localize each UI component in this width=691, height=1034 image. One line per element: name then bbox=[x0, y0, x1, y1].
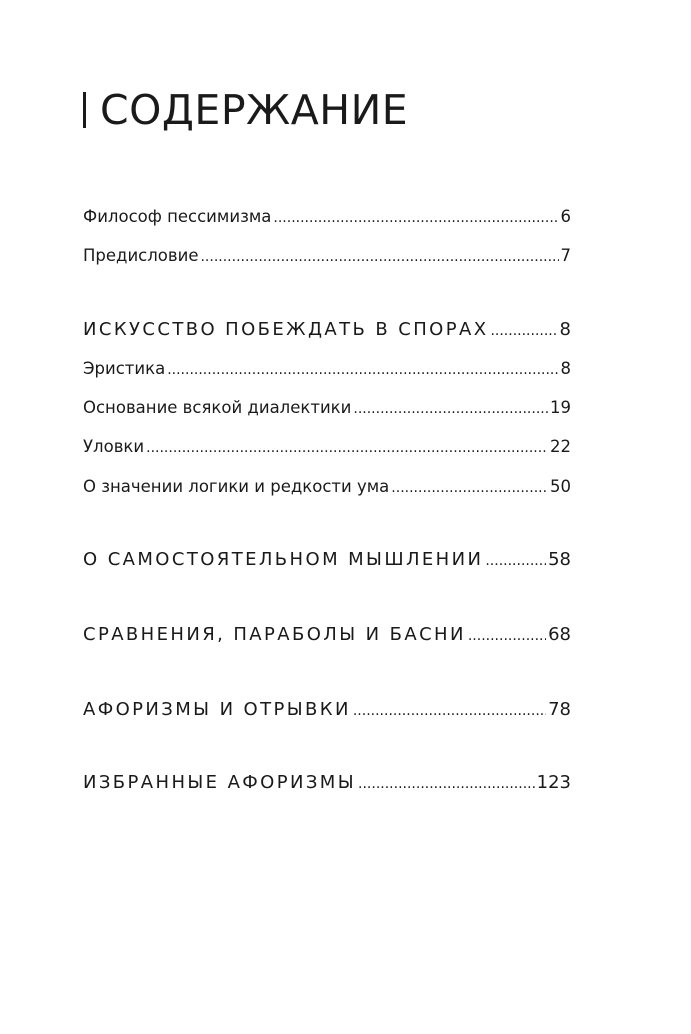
toc-entry-page: 7 bbox=[560, 246, 571, 265]
toc-leader-dots bbox=[167, 359, 558, 381]
toc-entry bbox=[83, 476, 571, 499]
toc-entry bbox=[83, 206, 571, 229]
toc-section-entry bbox=[83, 623, 571, 648]
toc-entry-label: Эристика bbox=[83, 359, 166, 378]
toc-entry-label: О значении логики и редкости ума bbox=[83, 477, 390, 496]
toc-entry-label: АФОРИЗМЫ И ОТРЫВКИ bbox=[83, 699, 351, 720]
toc-leader-dots bbox=[485, 549, 546, 573]
toc-entry-label: Предисловие bbox=[83, 246, 199, 265]
toc-section-entry bbox=[83, 318, 571, 343]
toc-entry-page: 68 bbox=[548, 624, 571, 645]
toc-entry-page: 6 bbox=[560, 207, 571, 226]
toc-entry-page: 58 bbox=[548, 549, 571, 570]
toc-entry-page: 8 bbox=[560, 359, 571, 378]
toc-entry-page: 8 bbox=[559, 319, 571, 340]
toc-entry-page: 78 bbox=[548, 699, 571, 720]
toc-section-entry bbox=[83, 548, 571, 573]
toc-section-entry bbox=[83, 771, 571, 796]
toc-leader-dots bbox=[391, 477, 548, 499]
toc-leader-dots bbox=[353, 398, 548, 420]
toc-entry bbox=[83, 436, 571, 459]
toc-entry bbox=[83, 358, 571, 381]
toc-entry-label: ИЗБРАННЫЕ АФОРИЗМЫ bbox=[83, 772, 357, 793]
toc-entry-label: О САМОСТОЯТЕЛЬНОМ МЫШЛЕНИИ bbox=[83, 549, 484, 570]
toc-leader-dots bbox=[490, 319, 557, 343]
toc-entry-label: СРАВНЕНИЯ, ПАРАБОЛЫ И БАСНИ bbox=[83, 624, 466, 645]
toc-entry-label: ИСКУССТВО ПОБЕЖДАТЬ В СПОРАХ bbox=[83, 319, 489, 340]
toc-leader-dots bbox=[273, 207, 558, 229]
toc-leader-dots bbox=[146, 437, 548, 459]
toc-section-entry bbox=[83, 698, 571, 723]
toc-leader-dots bbox=[200, 246, 558, 268]
toc-entry bbox=[83, 245, 571, 268]
toc-entry-page: 50 bbox=[550, 477, 571, 496]
toc-entry-page: 22 bbox=[550, 437, 571, 456]
toc-entry-page: 19 bbox=[550, 398, 571, 417]
toc-leader-dots bbox=[353, 699, 546, 723]
toc-leader-dots bbox=[468, 624, 546, 648]
page-title: СОДЕРЖАНИЕ bbox=[100, 86, 409, 134]
toc-entry-label: Уловки bbox=[83, 437, 145, 456]
toc-entry bbox=[83, 397, 571, 420]
toc-entry-label: Основание всякой диалектики bbox=[83, 398, 352, 417]
toc-leader-dots bbox=[358, 772, 535, 796]
toc-entry-label: Философ пессимизма bbox=[83, 207, 272, 226]
title-accent-bar bbox=[83, 92, 86, 128]
toc-entry-page: 123 bbox=[536, 772, 571, 793]
